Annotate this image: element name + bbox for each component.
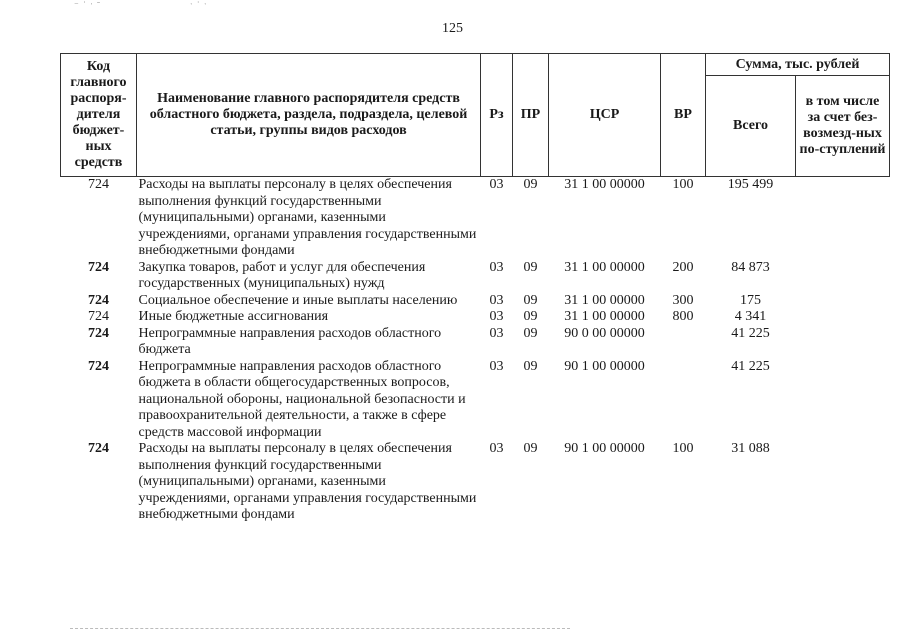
row-rz: 03 xyxy=(489,259,504,275)
bottom-rule xyxy=(70,628,570,629)
table-row xyxy=(61,309,890,326)
row-csr: 90 1 00 00000 xyxy=(564,441,645,456)
row-code: 724 xyxy=(88,292,109,308)
table-row xyxy=(61,177,890,260)
row-code: 724 xyxy=(88,309,109,324)
budget-table xyxy=(60,53,890,524)
row-total: 31 088 xyxy=(731,441,770,456)
row-csr: 90 1 00 00000 xyxy=(564,358,645,374)
header-gratuitous: в том числе за счет без-возмезд-ных по-ступлений xyxy=(796,76,890,177)
row-name: Иные бюджетные ассигнования xyxy=(138,309,329,324)
row-gratuitous xyxy=(796,326,890,359)
row-code: 724 xyxy=(88,325,109,341)
row-pr: 09 xyxy=(523,292,538,308)
row-pr: 09 xyxy=(523,309,538,324)
row-rz: 03 xyxy=(489,441,504,456)
row-vr: 300 xyxy=(672,292,694,308)
row-total: 41 225 xyxy=(731,325,770,341)
row-total: 195 499 xyxy=(727,177,774,192)
header-code: Код главного распоря-дителя бюджет-ных средств xyxy=(61,54,137,177)
row-name: Непрограммные направления расходов областного бюджета в области общегосударственных вопросов, национальной обороны, национальной безопасности и правоохранительной деятельности, а также в сфере средств массовой информации xyxy=(138,358,466,440)
row-rz: 03 xyxy=(489,177,504,192)
row-total: 175 xyxy=(740,292,761,308)
row-name: Непрограммные направления расходов областного бюджета xyxy=(138,325,442,357)
row-csr: 90 0 00 00000 xyxy=(564,325,645,341)
header-pr: ПР xyxy=(513,54,549,177)
row-pr: 09 xyxy=(523,441,538,456)
header-csr: ЦСР xyxy=(549,54,661,177)
row-name: Расходы на выплаты персоналу в целях обеспечения выполнения функций государственными (муниципальными) органами, казенными учреждениями, органами управления государственными внебюджетными фондами xyxy=(138,177,477,258)
row-gratuitous xyxy=(796,441,890,524)
row-gratuitous xyxy=(796,293,890,310)
row-vr xyxy=(661,359,706,442)
table-row xyxy=(61,293,890,310)
row-gratuitous xyxy=(796,177,890,260)
table-row xyxy=(61,260,890,293)
row-code: 724 xyxy=(88,441,109,456)
row-vr: 100 xyxy=(672,177,694,192)
header-vr: ВР xyxy=(661,54,706,177)
row-csr: 31 1 00 00000 xyxy=(564,177,645,192)
row-name: Расходы на выплаты персоналу в целях обеспечения выполнения функций государственными (муниципальными) органами, казенными учреждениями, органами управления государственными внебюджетными фондами xyxy=(138,441,477,522)
row-vr: 200 xyxy=(672,259,694,275)
row-total: 4 341 xyxy=(734,309,767,324)
row-gratuitous xyxy=(796,309,890,326)
row-code: 724 xyxy=(88,358,109,374)
row-gratuitous xyxy=(796,359,890,442)
row-csr: 31 1 00 00000 xyxy=(564,309,645,324)
row-total: 84 873 xyxy=(731,259,770,275)
row-rz: 03 xyxy=(489,292,504,308)
row-pr: 09 xyxy=(523,325,538,341)
row-code: 724 xyxy=(88,177,109,192)
scan-artifact-right: ˑ ˙ ˑ xyxy=(190,0,208,10)
row-gratuitous xyxy=(796,260,890,293)
row-csr: 31 1 00 00000 xyxy=(564,259,645,275)
table-row xyxy=(61,441,890,524)
row-name: Закупка товаров, работ и услуг для обеспечения государственных (муниципальных) нужд xyxy=(138,259,426,291)
row-csr: 31 1 00 00000 xyxy=(564,292,645,308)
table-row xyxy=(61,359,890,442)
row-vr: 800 xyxy=(672,309,694,324)
header-total: Всего xyxy=(706,76,796,177)
row-pr: 09 xyxy=(523,358,538,374)
row-rz: 03 xyxy=(489,309,504,324)
scan-artifact-left: ⁻ ˙ ˑ ˉ xyxy=(74,0,101,10)
row-vr xyxy=(661,326,706,359)
row-rz: 03 xyxy=(489,358,504,374)
header-name: Наименование главного распорядителя средств областного бюджета, раздела, подраздела, целевой статьи, группы видов расходов xyxy=(137,54,481,177)
table-row xyxy=(61,326,890,359)
row-pr: 09 xyxy=(523,259,538,275)
row-code: 724 xyxy=(88,259,109,275)
row-total: 41 225 xyxy=(731,358,770,374)
row-vr: 100 xyxy=(672,441,694,456)
row-pr: 09 xyxy=(523,177,538,192)
row-name: Социальное обеспечение и иные выплаты населению xyxy=(138,292,458,308)
row-rz: 03 xyxy=(489,325,504,341)
header-amount-group: Сумма, тыс. рублей xyxy=(706,54,890,76)
header-rz: Рз xyxy=(481,54,513,177)
page-number: 125 xyxy=(442,21,463,36)
